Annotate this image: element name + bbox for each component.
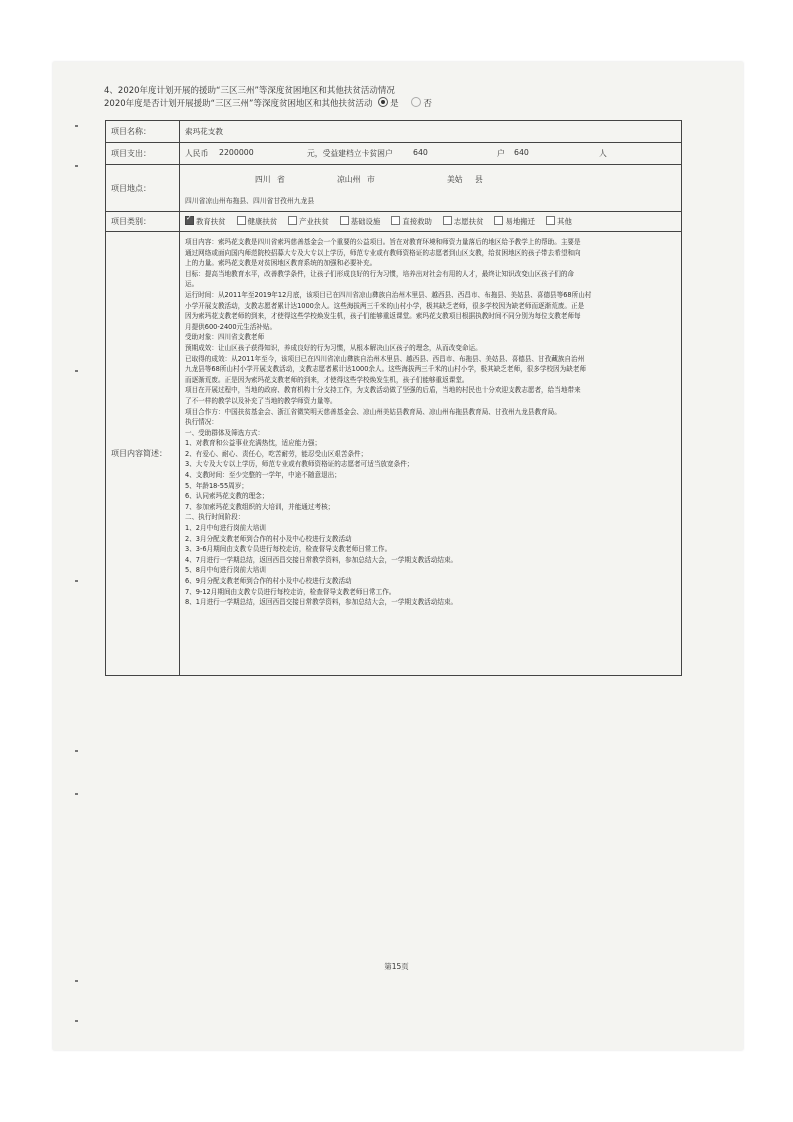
question-line — [104, 97, 432, 109]
description-line: 了不一样的教学以及补充了当地的教学师资力量等。 — [185, 396, 337, 405]
category-label: 项目类别： — [106, 212, 180, 232]
description-line: 项目合作方：中国扶贫基金会、浙江省微笑明天慈善基金会、凉山州美姑县教育局、凉山州布拖县教育局、甘孜州九龙县教育局。 — [185, 407, 561, 416]
location-label: 项目地点： — [106, 165, 180, 212]
checkbox-direct-aid[interactable] — [391, 216, 400, 225]
row-location — [106, 165, 682, 212]
city-unit: 市 — [367, 175, 375, 184]
description-line: 已取得的成效：从2011年至今，该项目已在四川省凉山彝族自治州木里县、越西县、西昌市、布拖县、美姑县、喜德县、甘孜藏族自治州 — [185, 354, 585, 363]
row-expense — [106, 143, 682, 165]
city-value: 凉山州 — [337, 175, 361, 184]
project-name-label: 项目名称： — [106, 121, 180, 143]
households-value: 640 — [413, 147, 428, 157]
description-line: 九龙县等68所山村小学开展支教活动，支教志愿者累计达1000余人。这些海拔两三千米的山村小学，极其缺乏老师，很多学校因为缺老师 — [185, 365, 587, 374]
row-project-name — [106, 121, 682, 143]
checkbox-industry[interactable] — [288, 216, 297, 225]
row-category — [106, 212, 682, 232]
category-volunteer: 志愿扶贫 — [453, 217, 484, 226]
description-line: 6、认同索玛花支教的理念； — [185, 492, 269, 501]
expense-unit: 元，受益建档立卡贫困户 — [307, 148, 393, 158]
expense-cell — [180, 143, 682, 165]
description-line: 项目在开展过程中，当地的政府、教育机构十分支持工作，为支教活动做了坚强的后盾，当地的村民也十分欢迎支教志愿者，给当地带来 — [185, 386, 581, 395]
row-description — [106, 232, 682, 676]
category-cell — [180, 212, 682, 232]
description-line: 受助对象：四川省支教老师 — [185, 333, 265, 342]
page-number: 第15页 — [384, 962, 409, 971]
binding-mark — [75, 793, 78, 795]
description-line: 因为索玛花支教老师的到来，才使得这些学校焕发生机，孩子们能够重返课堂。索玛花支教项目根据执教时间不同分别为每位支教老师每 — [185, 312, 581, 321]
binding-mark — [75, 165, 78, 167]
province-unit: 省 — [277, 175, 285, 184]
question-text: 2020年度是否计划开展援助“三区三州”等深度贫困地区和其他扶贫活动 — [104, 99, 373, 109]
description-line: 1、对教育和公益事业充满热忱，适应能力强； — [185, 439, 322, 448]
description-line: 3、3-6月期间由支教专员进行每校走访，检查督导支教老师日常工作。 — [185, 545, 392, 554]
binding-mark — [75, 750, 78, 752]
category-relocation: 易地搬迁 — [505, 217, 536, 226]
description-line: 6、9月分配支教老师到合作的村小及中心校进行支教活动 — [185, 577, 352, 585]
binding-mark — [75, 1020, 78, 1022]
description-line: 5、年龄18-55周岁； — [185, 481, 248, 490]
description-line: 3、大专及大专以上学历，师范专业或有教师资格证的志愿者可适当放宽条件； — [185, 460, 414, 469]
checkbox-infrastructure[interactable] — [340, 216, 349, 225]
binding-mark — [75, 980, 78, 982]
binding-mark — [75, 370, 78, 372]
description-line: 运。 — [185, 280, 199, 289]
description-line: 目标：提高当地教育水平，改善教学条件，让孩子们形成良好的行为习惯，培养出对社会有用的人才，最终让知识改变山区孩子们的命 — [185, 269, 575, 278]
checkbox-health[interactable] — [237, 216, 246, 225]
description-line: 而逐渐荒废。正是因为索玛花支教老师的到来，才使得这些学校焕发生机，孩子们能够重返课堂。 — [185, 375, 469, 384]
category-industry: 产业扶贫 — [299, 217, 329, 226]
description-line: 通过网络或面向国内师范院校招募大专及大专以上学历，师范专业或有教师资格证的志愿者到山区支教，给贫困地区的孩子带去希望和向 — [185, 248, 581, 257]
description-line: 月提供600-2400元生活补贴。 — [185, 322, 277, 331]
description-cell — [180, 232, 682, 676]
binding-mark — [75, 580, 78, 582]
description-line: 小学开展支教活动，支教志愿者累计达1000余人。这些海拔两三千米的山村小学，极其缺乏老师，很多学校因为缺老师而逐渐荒废。正是 — [185, 301, 585, 310]
section-heading: 4、2020年度计划开展的援助“三区三州”等深度贫困地区和其他扶贫活动情况 — [104, 86, 395, 96]
county-unit: 县 — [475, 175, 483, 184]
category-infrastructure: 基础设施 — [350, 217, 381, 226]
category-direct-aid: 直接救助 — [402, 217, 432, 226]
description-line: 1、2月中旬进行岗前大培训 — [185, 524, 266, 533]
description-line: 7、参加索玛花支教组织的大培训，并能通过考核； — [185, 502, 335, 511]
category-education: 教育扶贫 — [196, 217, 226, 226]
households-unit: 户 — [497, 148, 505, 158]
province-value: 四川 — [255, 175, 271, 184]
project-table — [105, 120, 682, 676]
checkbox-other[interactable] — [546, 216, 555, 225]
description-label: 项目内容简述： — [106, 232, 180, 676]
category-other: 其他 — [557, 217, 572, 226]
location-full: 四川省凉山州布拖县、四川省甘孜州九龙县 — [185, 197, 315, 205]
description-line: 2、3月分配支教老师到合作的村小及中心校进行支教活动 — [185, 534, 352, 543]
radio-no[interactable] — [411, 97, 421, 107]
description-line: 一、受助群体及筛选方式： — [185, 428, 265, 437]
checkbox-relocation[interactable] — [494, 216, 503, 225]
description-line: 4、7月进行一学期总结，返回西昌交接日常教学资料，参加总结大会，一学期支教活动结束。 — [185, 555, 458, 564]
binding-mark — [75, 125, 78, 127]
description-line: 执行情况： — [185, 418, 218, 427]
expense-label: 项目支出： — [106, 143, 180, 165]
project-name-value: 索玛花支教 — [180, 121, 682, 143]
description-line: 预期成效：让山区孩子获得知识，养成良好的行为习惯，从根本解决山区孩子的理念，从而改变命运。 — [185, 343, 482, 352]
radio-yes[interactable] — [378, 97, 388, 107]
description-line: 2、有爱心、耐心、责任心，吃苦耐劳，能忍受山区艰苦条件； — [185, 449, 368, 458]
expense-currency: 人民币 — [185, 148, 209, 158]
category-health: 健康扶贫 — [247, 217, 278, 226]
people-value: 640 — [514, 147, 529, 157]
location-cell — [180, 165, 682, 212]
radio-no-label: 否 — [423, 99, 432, 109]
description-line: 项目内容：索玛花支教是四川省索玛慈善基金会一个重要的公益项目。旨在对教育环境和师资力量落后的地区给予教学上的帮助。主要是 — [185, 238, 581, 246]
county-value: 美姑 — [447, 175, 463, 184]
description-line: 5、8月中旬进行岗前大培训 — [185, 566, 266, 575]
description-line: 8、1月进行一学期总结，返回西昌交接日常教学资料，参加总结大会，一学期支教活动结束。 — [185, 598, 458, 607]
radio-yes-label: 是 — [390, 99, 399, 109]
description-line: 7、9-12月期间由支教专员进行每校走访，检查督导支教老师日常工作。 — [185, 587, 396, 596]
description-text — [185, 234, 676, 608]
description-line: 运行时间：从2011年至2019年12月底，该项目已在四川省凉山彝族自治州木里县、越西县、西昌市、布拖县、美姑县、喜德县等68所山村 — [185, 290, 592, 299]
checkbox-volunteer[interactable] — [443, 216, 452, 225]
expense-amount: 2200000 — [219, 147, 254, 157]
description-line: 4、支教时间：至少完整的一学年，中途不随意退出； — [185, 471, 341, 480]
description-line: 二、执行时间阶段： — [185, 513, 245, 522]
checkbox-education[interactable] — [185, 216, 194, 225]
people-unit: 人 — [599, 148, 607, 158]
description-line: 上的力量。索玛花支教是对贫困地区教育系统的加强和必要补充。 — [185, 259, 377, 268]
